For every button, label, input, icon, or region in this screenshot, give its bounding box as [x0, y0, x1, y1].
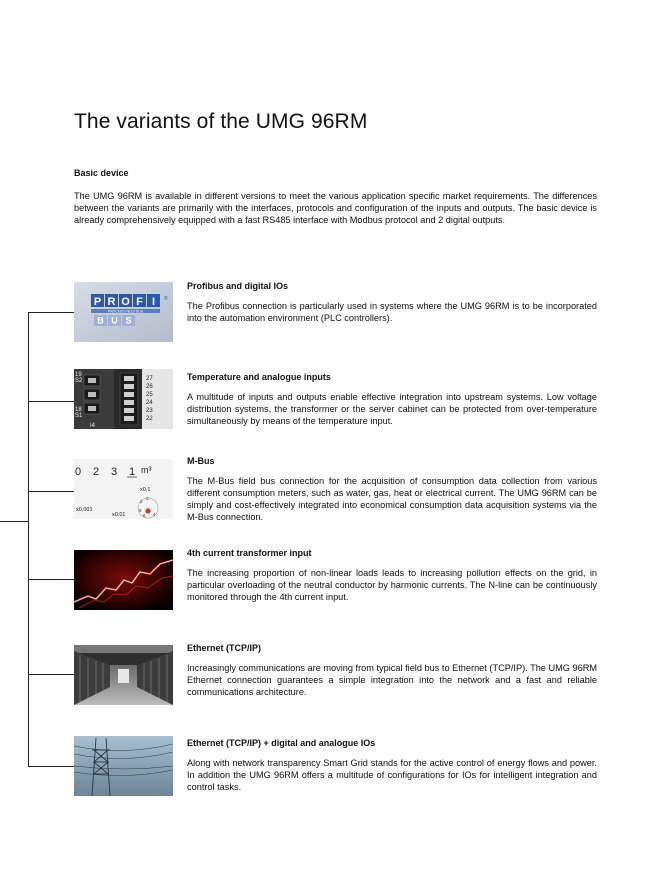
variant-description: The increasing proportion of non-linear loads leads to increasing pollution effects on the grid, in particular overloading of the neutral conductor by harmonic currents. The N-line can be continuously monitored through the 4th current input.	[187, 568, 597, 602]
tree-connector-vertical	[28, 312, 29, 767]
terminal-label: 27	[146, 376, 153, 382]
variant-ethernet-io	[74, 738, 597, 808]
terminal-label: I4	[90, 423, 96, 429]
variant-heading: M-Bus	[187, 456, 215, 466]
tree-branch-profibus	[28, 312, 74, 313]
dial-label: x0,01	[112, 512, 126, 518]
variant-heading: Ethernet (TCP/IP) + digital and analogue IOs	[187, 738, 376, 748]
svg-text:R: R	[107, 296, 116, 308]
meter-unit: m³	[141, 465, 152, 475]
variant-ethernet	[74, 643, 597, 713]
dial-number: 2	[140, 499, 143, 504]
variant-description: The Profibus connection is particularly used in systems where the UMG 96RM is to be incorporated into the automation environment (PLC controllers).	[187, 301, 597, 323]
svg-text:®: ®	[164, 296, 168, 302]
terminal-label: S1	[75, 413, 83, 419]
page-title: The variants of the UMG 96RM	[74, 110, 368, 133]
basic-device-text: The UMG 96RM is available in different versions to meet the various application specific market requirements. The differences between the variants are primarily with the interfaces, protocols and configuration of the inputs and outputs. The basic device is already comprehensively equipped with a fast RS485 interface with Modbus protocol and 2 digital outputs.	[74, 191, 597, 225]
profibus-logo-image	[74, 282, 173, 342]
svg-text:O: O	[121, 296, 130, 308]
dial-number: 0	[146, 496, 149, 501]
terminal-label: 18	[75, 407, 82, 413]
variant-heading: Ethernet (TCP/IP)	[187, 643, 262, 653]
terminal-label: 26	[146, 384, 153, 390]
terminal-label: 19	[75, 372, 82, 378]
variant-current-transformer	[74, 548, 597, 618]
tree-branch-ethernet	[28, 674, 74, 675]
svg-text:PROCESS FIELD BUS: PROCESS FIELD BUS	[107, 309, 144, 314]
tree-branch-current	[28, 579, 74, 580]
variant-description: A multitude of inputs and outputs enable effective integration into upstream systems. Low voltage distribution systems, the transformer or the server cabinet can be protected from over-temperature simultaneously by means of the temperature input.	[187, 392, 597, 426]
dial-number: 8	[139, 508, 142, 513]
terminal-block-image	[74, 369, 173, 429]
meter-dial-image	[74, 459, 173, 519]
terminal-label: S2	[75, 378, 83, 384]
variant-heading: 4th current transformer input	[187, 548, 312, 558]
svg-text:B: B	[97, 315, 104, 326]
terminal-label: 23	[146, 408, 153, 414]
svg-text:P: P	[93, 296, 102, 308]
svg-text:F: F	[136, 296, 143, 308]
meter-digit: 2	[93, 466, 100, 478]
power-lines-image	[74, 736, 173, 796]
variant-description: Along with network transparency Smart Grid stands for the active control of energy flows and power. In addition the UMG 96RM offers a multitude of configurations for IOs for intelligent integration and control tasks.	[187, 758, 597, 792]
electric-arc-image	[74, 550, 173, 610]
variant-description: Increasingly communications are moving from typical field bus to Ethernet (TCP/IP). The UMG 96RM Ethernet connection guarantees a simple integration into the network and a fast and reliable communications architecture.	[187, 663, 597, 697]
dial-label: x0,001	[76, 507, 93, 513]
terminal-label: 22	[146, 416, 153, 422]
variant-mbus	[74, 456, 597, 526]
tree-connector-stub	[0, 521, 29, 522]
server-room-image	[74, 645, 173, 705]
dial-label: x0,1	[140, 487, 151, 493]
tree-branch-mbus	[28, 491, 74, 492]
svg-text:S: S	[125, 315, 132, 326]
variant-temperature	[74, 372, 597, 442]
meter-digit: 0	[75, 466, 82, 478]
svg-text:U: U	[111, 315, 118, 326]
tree-branch-temperature	[28, 401, 74, 402]
variant-description: The M-Bus field bus connection for the acquisition of consumption data collection from various different consumption meters, such as water, gas, heat or electrical current. The UMG 96RM can be simply and cost-effectively integrated into economical consumption data acquisition systems via the M-Bus connection.	[187, 476, 597, 522]
tree-branch-ethernet-io	[28, 766, 74, 767]
meter-digit: 1	[129, 466, 136, 478]
terminal-label: 24	[146, 400, 153, 406]
terminal-label: 25	[146, 392, 153, 398]
basic-device-heading: Basic device	[74, 168, 129, 178]
variant-heading: Profibus and digital IOs	[187, 281, 289, 291]
dial-number: 6	[143, 513, 146, 518]
svg-text:I: I	[151, 296, 156, 308]
dial-number: 4	[153, 512, 156, 517]
variant-profibus	[74, 281, 597, 351]
meter-digit: 3	[111, 466, 118, 478]
variant-heading: Temperature and analogue inputs	[187, 372, 331, 382]
